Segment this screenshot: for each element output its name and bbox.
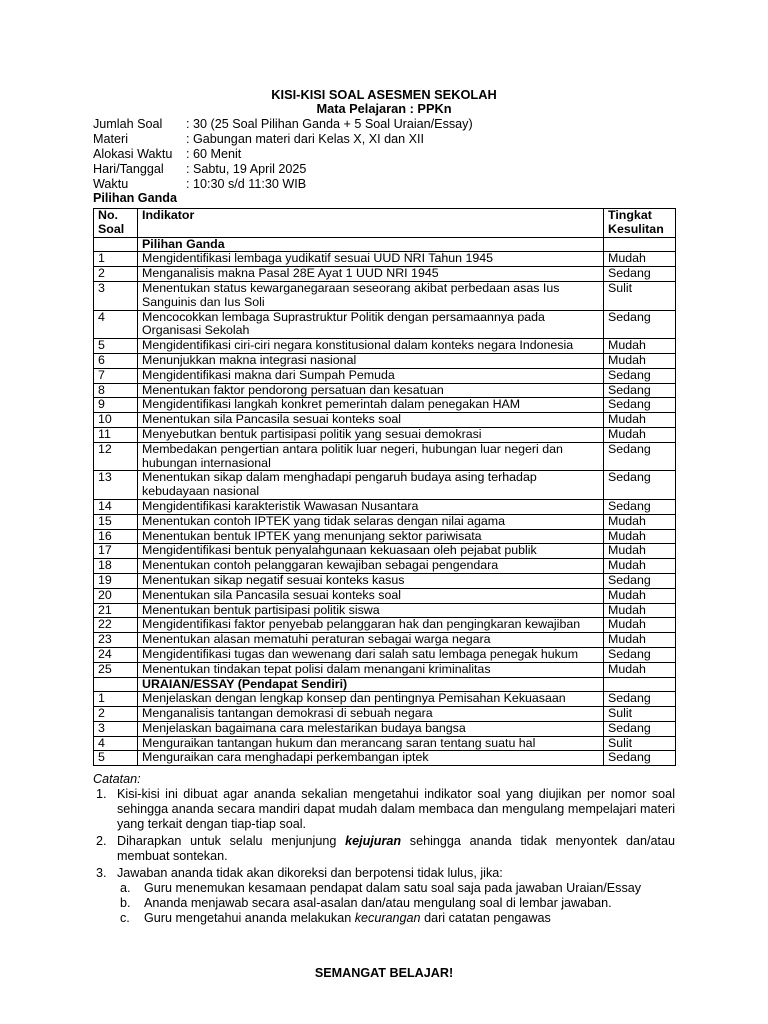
pg-heading-row xyxy=(94,237,676,252)
difficulty-level: Mudah xyxy=(604,529,676,544)
meta-label: Jumlah Soal xyxy=(93,117,163,131)
soal-number: 5 xyxy=(94,751,138,766)
difficulty-level: Sulit xyxy=(604,281,676,310)
indikator-text: Menentukan status kewarganegaraan seseorang akibat perbedaan asas Ius Sanguinis dan Ius Soli xyxy=(138,281,604,310)
meta-row xyxy=(93,147,473,162)
indikator-text: Membedakan pengertian antara politik luar negeri, hubungan luar negeri dan hubungan internasional xyxy=(138,442,604,471)
meta-value: : 10:30 s/d 11:30 WIB xyxy=(186,177,307,191)
note-item xyxy=(93,834,675,864)
meta-value: : 60 Menit xyxy=(186,147,242,161)
meta-row xyxy=(93,162,473,177)
empty-cell xyxy=(604,237,676,252)
difficulty-level: Mudah xyxy=(604,559,676,574)
notes-heading: Catatan: xyxy=(93,772,141,786)
kisi-table xyxy=(93,208,676,766)
table-row xyxy=(94,662,676,677)
header-tingkat-kesulitan: Tingkat Kesulitan xyxy=(604,209,676,238)
meta-label: Materi xyxy=(93,132,128,146)
soal-number: 8 xyxy=(94,383,138,398)
difficulty-level: Mudah xyxy=(604,514,676,529)
indikator-text: Mengidentifikasi karakteristik Wawasan Nusantara xyxy=(138,499,604,514)
soal-number: 4 xyxy=(94,310,138,339)
difficulty-level: Mudah xyxy=(604,353,676,368)
meta-label: Waktu xyxy=(93,177,129,191)
difficulty-level: Mudah xyxy=(604,413,676,428)
indikator-text: Menyebutkan bentuk partisipasi politik yang sesuai demokrasi xyxy=(138,427,604,442)
indikator-text: Menentukan contoh pelanggaran kewajiban sebagai pengendara xyxy=(138,559,604,574)
difficulty-level: Sedang xyxy=(604,751,676,766)
soal-number: 15 xyxy=(94,514,138,529)
difficulty-level: Sedang xyxy=(604,647,676,662)
difficulty-level: Mudah xyxy=(604,588,676,603)
soal-number: 1 xyxy=(94,252,138,267)
table-row xyxy=(94,267,676,282)
table-row xyxy=(94,721,676,736)
sub-item-letter: a. xyxy=(120,881,131,895)
meta-row xyxy=(93,177,473,192)
table-row xyxy=(94,573,676,588)
indikator-text: Menganalisis makna Pasal 28E Ayat 1 UUD NRI 1945 xyxy=(138,267,604,282)
sub-item-text-part: dari catatan pengawas xyxy=(420,911,551,925)
note-text: Kisi-kisi ini dibuat agar ananda sekalian mengetahui indikator soal yang diujikan per nomor soal sehingga ananda secara mandiri dapat mudah dalam membaca dan mengulang mempelajari materi yang terkait dengan tiap-tiap soal. xyxy=(117,787,675,831)
soal-number: 21 xyxy=(94,603,138,618)
indikator-text: Menganalisis tantangan demokrasi di sebuah negara xyxy=(138,707,604,722)
table-row xyxy=(94,383,676,398)
document-subtitle: Mata Pelajaran : PPKn xyxy=(316,101,452,116)
difficulty-level: Mudah xyxy=(604,252,676,267)
note-item xyxy=(93,866,675,881)
exam-info xyxy=(93,117,473,192)
indikator-text: Menunjukkan makna integrasi nasional xyxy=(138,353,604,368)
notes xyxy=(93,772,675,926)
difficulty-level: Sulit xyxy=(604,707,676,722)
meta-value: : Gabungan materi dari Kelas X, XI dan XII xyxy=(186,132,425,146)
empty-cell xyxy=(94,677,138,692)
note-sub-item xyxy=(120,896,675,911)
table-row xyxy=(94,588,676,603)
indikator-text: Menguraikan tantangan hukum dan merancang saran tentang suatu hal xyxy=(138,736,604,751)
table-row xyxy=(94,692,676,707)
header-indikator: Indikator xyxy=(138,209,604,238)
meta-row xyxy=(93,132,473,147)
empty-cell xyxy=(94,237,138,252)
table-row xyxy=(94,368,676,383)
difficulty-level: Sedang xyxy=(604,310,676,339)
sub-item-text: Guru menemukan kesamaan pendapat dalam satu soal saja pada jawaban Uraian/Essay xyxy=(144,881,642,895)
table-row xyxy=(94,647,676,662)
table-row xyxy=(94,514,676,529)
table-row xyxy=(94,339,676,354)
note-sub-item xyxy=(120,881,675,896)
soal-number: 23 xyxy=(94,633,138,648)
difficulty-level: Sedang xyxy=(604,471,676,500)
note-item xyxy=(93,787,675,832)
note-number: 2. xyxy=(96,834,107,848)
difficulty-level: Sulit xyxy=(604,736,676,751)
table-row xyxy=(94,736,676,751)
note-sub-list xyxy=(93,881,675,926)
document-title: KISI-KISI SOAL ASESMEN SEKOLAH xyxy=(271,87,497,102)
essay-heading: URAIAN/ESSAY (Pendapat Sendiri) xyxy=(138,677,604,692)
closing-message: SEMANGAT BELAJAR! xyxy=(314,966,454,980)
indikator-text: Menentukan alasan mematuhi peraturan sebagai warga negara xyxy=(138,633,604,648)
pg-heading: Pilihan Ganda xyxy=(138,237,604,252)
note-sub-item xyxy=(120,911,675,926)
table-row xyxy=(94,751,676,766)
indikator-text: Menentukan sila Pancasila sesuai konteks soal xyxy=(138,588,604,603)
indikator-text: Mengidentifikasi tugas dan wewenang dari salah satu lembaga penegak hukum xyxy=(138,647,604,662)
difficulty-level: Sedang xyxy=(604,573,676,588)
indikator-text: Menentukan sikap negatif sesuai konteks kasus xyxy=(138,573,604,588)
sub-item-text: Ananda menjawab secara asal-asalan dan/atau mengulang soal di lembar jawaban. xyxy=(144,896,612,910)
table-row xyxy=(94,398,676,413)
note-text xyxy=(117,834,675,864)
soal-number: 20 xyxy=(94,588,138,603)
soal-number: 13 xyxy=(94,471,138,500)
soal-number: 4 xyxy=(94,736,138,751)
sub-item-letter: c. xyxy=(120,911,130,925)
indikator-text: Mengidentifikasi ciri-ciri negara konstitusional dalam konteks negara Indonesia xyxy=(138,339,604,354)
indikator-text: Menentukan sila Pancasila sesuai konteks soal xyxy=(138,413,604,428)
difficulty-level: Sedang xyxy=(604,398,676,413)
note-text-part: Diharapkan untuk selalu menjunjung xyxy=(117,834,346,848)
indikator-text: Menentukan faktor pendorong persatuan dan kesatuan xyxy=(138,383,604,398)
indikator-text: Menjelaskan dengan lengkap konsep dan pentingnya Pemisahan Kekuasaan xyxy=(138,692,604,707)
meta-row xyxy=(93,117,473,132)
soal-number: 14 xyxy=(94,499,138,514)
difficulty-level: Sedang xyxy=(604,442,676,471)
emphasis-kejujuran: kejujuran xyxy=(345,834,402,848)
soal-number: 1 xyxy=(94,692,138,707)
indikator-text: Menentukan contoh IPTEK yang tidak selaras dengan nilai agama xyxy=(138,514,604,529)
table-row xyxy=(94,281,676,310)
table-row xyxy=(94,442,676,471)
difficulty-level: Sedang xyxy=(604,692,676,707)
soal-number: 12 xyxy=(94,442,138,471)
table-row xyxy=(94,544,676,559)
difficulty-level: Sedang xyxy=(604,383,676,398)
soal-number: 18 xyxy=(94,559,138,574)
soal-number: 10 xyxy=(94,413,138,428)
emphasis-kecurangan: kecurangan xyxy=(354,911,421,925)
difficulty-level: Mudah xyxy=(604,339,676,354)
indikator-text: Menentukan tindakan tepat polisi dalam menangani kriminalitas xyxy=(138,662,604,677)
table-row xyxy=(94,559,676,574)
table-row xyxy=(94,529,676,544)
indikator-text: Mengidentifikasi lembaga yudikatif sesuai UUD NRI Tahun 1945 xyxy=(138,252,604,267)
sub-item-text-part: Guru mengetahui ananda melakukan xyxy=(144,911,355,925)
meta-label: Alokasi Waktu xyxy=(93,147,173,161)
note-text: Jawaban ananda tidak akan dikoreksi dan berpotensi tidak lulus, jika: xyxy=(117,866,503,880)
difficulty-level: Sedang xyxy=(604,721,676,736)
soal-number: 25 xyxy=(94,662,138,677)
table-row xyxy=(94,499,676,514)
note-text-part: sehingga ananda tidak menyontek dan/atau membuat sontekan. xyxy=(117,834,675,863)
soal-number: 24 xyxy=(94,647,138,662)
table-row xyxy=(94,471,676,500)
soal-number: 2 xyxy=(94,267,138,282)
difficulty-level: Mudah xyxy=(604,544,676,559)
soal-number: 3 xyxy=(94,281,138,310)
table-row xyxy=(94,427,676,442)
soal-number: 11 xyxy=(94,427,138,442)
indikator-text: Menentukan sikap dalam menghadapi pengaruh budaya asing terhadap kebudayaan nasional xyxy=(138,471,604,500)
indikator-text: Menentukan bentuk partisipasi politik siswa xyxy=(138,603,604,618)
section-label: Pilihan Ganda xyxy=(93,191,177,205)
difficulty-level: Mudah xyxy=(604,427,676,442)
indikator-text: Menentukan bentuk IPTEK yang menunjang sektor pariwisata xyxy=(138,529,604,544)
difficulty-level: Mudah xyxy=(604,618,676,633)
indikator-text: Mengidentifikasi makna dari Sumpah Pemuda xyxy=(138,368,604,383)
empty-cell xyxy=(604,677,676,692)
indikator-text: Mencocokkan lembaga Suprastruktur Politik dengan persamaannya pada Organisasi Sekolah xyxy=(138,310,604,339)
table-row xyxy=(94,603,676,618)
table-header-row xyxy=(94,209,676,238)
difficulty-level: Mudah xyxy=(604,603,676,618)
sub-item-text xyxy=(144,911,551,926)
table-row xyxy=(94,353,676,368)
header-no-soal: No. Soal xyxy=(94,209,138,238)
soal-number: 19 xyxy=(94,573,138,588)
soal-number: 3 xyxy=(94,721,138,736)
soal-number: 9 xyxy=(94,398,138,413)
soal-number: 6 xyxy=(94,353,138,368)
difficulty-level: Mudah xyxy=(604,662,676,677)
indikator-text: Menjelaskan bagaimana cara melestarikan budaya bangsa xyxy=(138,721,604,736)
difficulty-level: Sedang xyxy=(604,499,676,514)
indikator-text: Mengidentifikasi faktor penyebab pelanggaran hak dan pengingkaran kewajiban xyxy=(138,618,604,633)
soal-number: 17 xyxy=(94,544,138,559)
indikator-text: Mengidentifikasi bentuk penyalahgunaan kekuasaan oleh pejabat publik xyxy=(138,544,604,559)
difficulty-level: Mudah xyxy=(604,633,676,648)
soal-number: 5 xyxy=(94,339,138,354)
meta-label: Hari/Tanggal xyxy=(93,162,164,176)
indikator-text: Mengidentifikasi langkah konkret pemerintah dalam penegakan HAM xyxy=(138,398,604,413)
soal-number: 16 xyxy=(94,529,138,544)
table-row xyxy=(94,618,676,633)
table-row xyxy=(94,252,676,267)
table-row xyxy=(94,413,676,428)
note-number: 1. xyxy=(96,787,107,801)
soal-number: 22 xyxy=(94,618,138,633)
table-row xyxy=(94,707,676,722)
meta-value: : 30 (25 Soal Pilihan Ganda + 5 Soal Uraian/Essay) xyxy=(186,117,473,131)
soal-number: 2 xyxy=(94,707,138,722)
difficulty-level: Sedang xyxy=(604,267,676,282)
soal-number: 7 xyxy=(94,368,138,383)
difficulty-level: Sedang xyxy=(604,368,676,383)
meta-value: : Sabtu, 19 April 2025 xyxy=(186,162,307,176)
table-row xyxy=(94,633,676,648)
indikator-text: Menguraikan cara menghadapi perkembangan iptek xyxy=(138,751,604,766)
note-number: 3. xyxy=(96,866,107,880)
essay-heading-row xyxy=(94,677,676,692)
sub-item-letter: b. xyxy=(120,896,131,910)
table-row xyxy=(94,310,676,339)
